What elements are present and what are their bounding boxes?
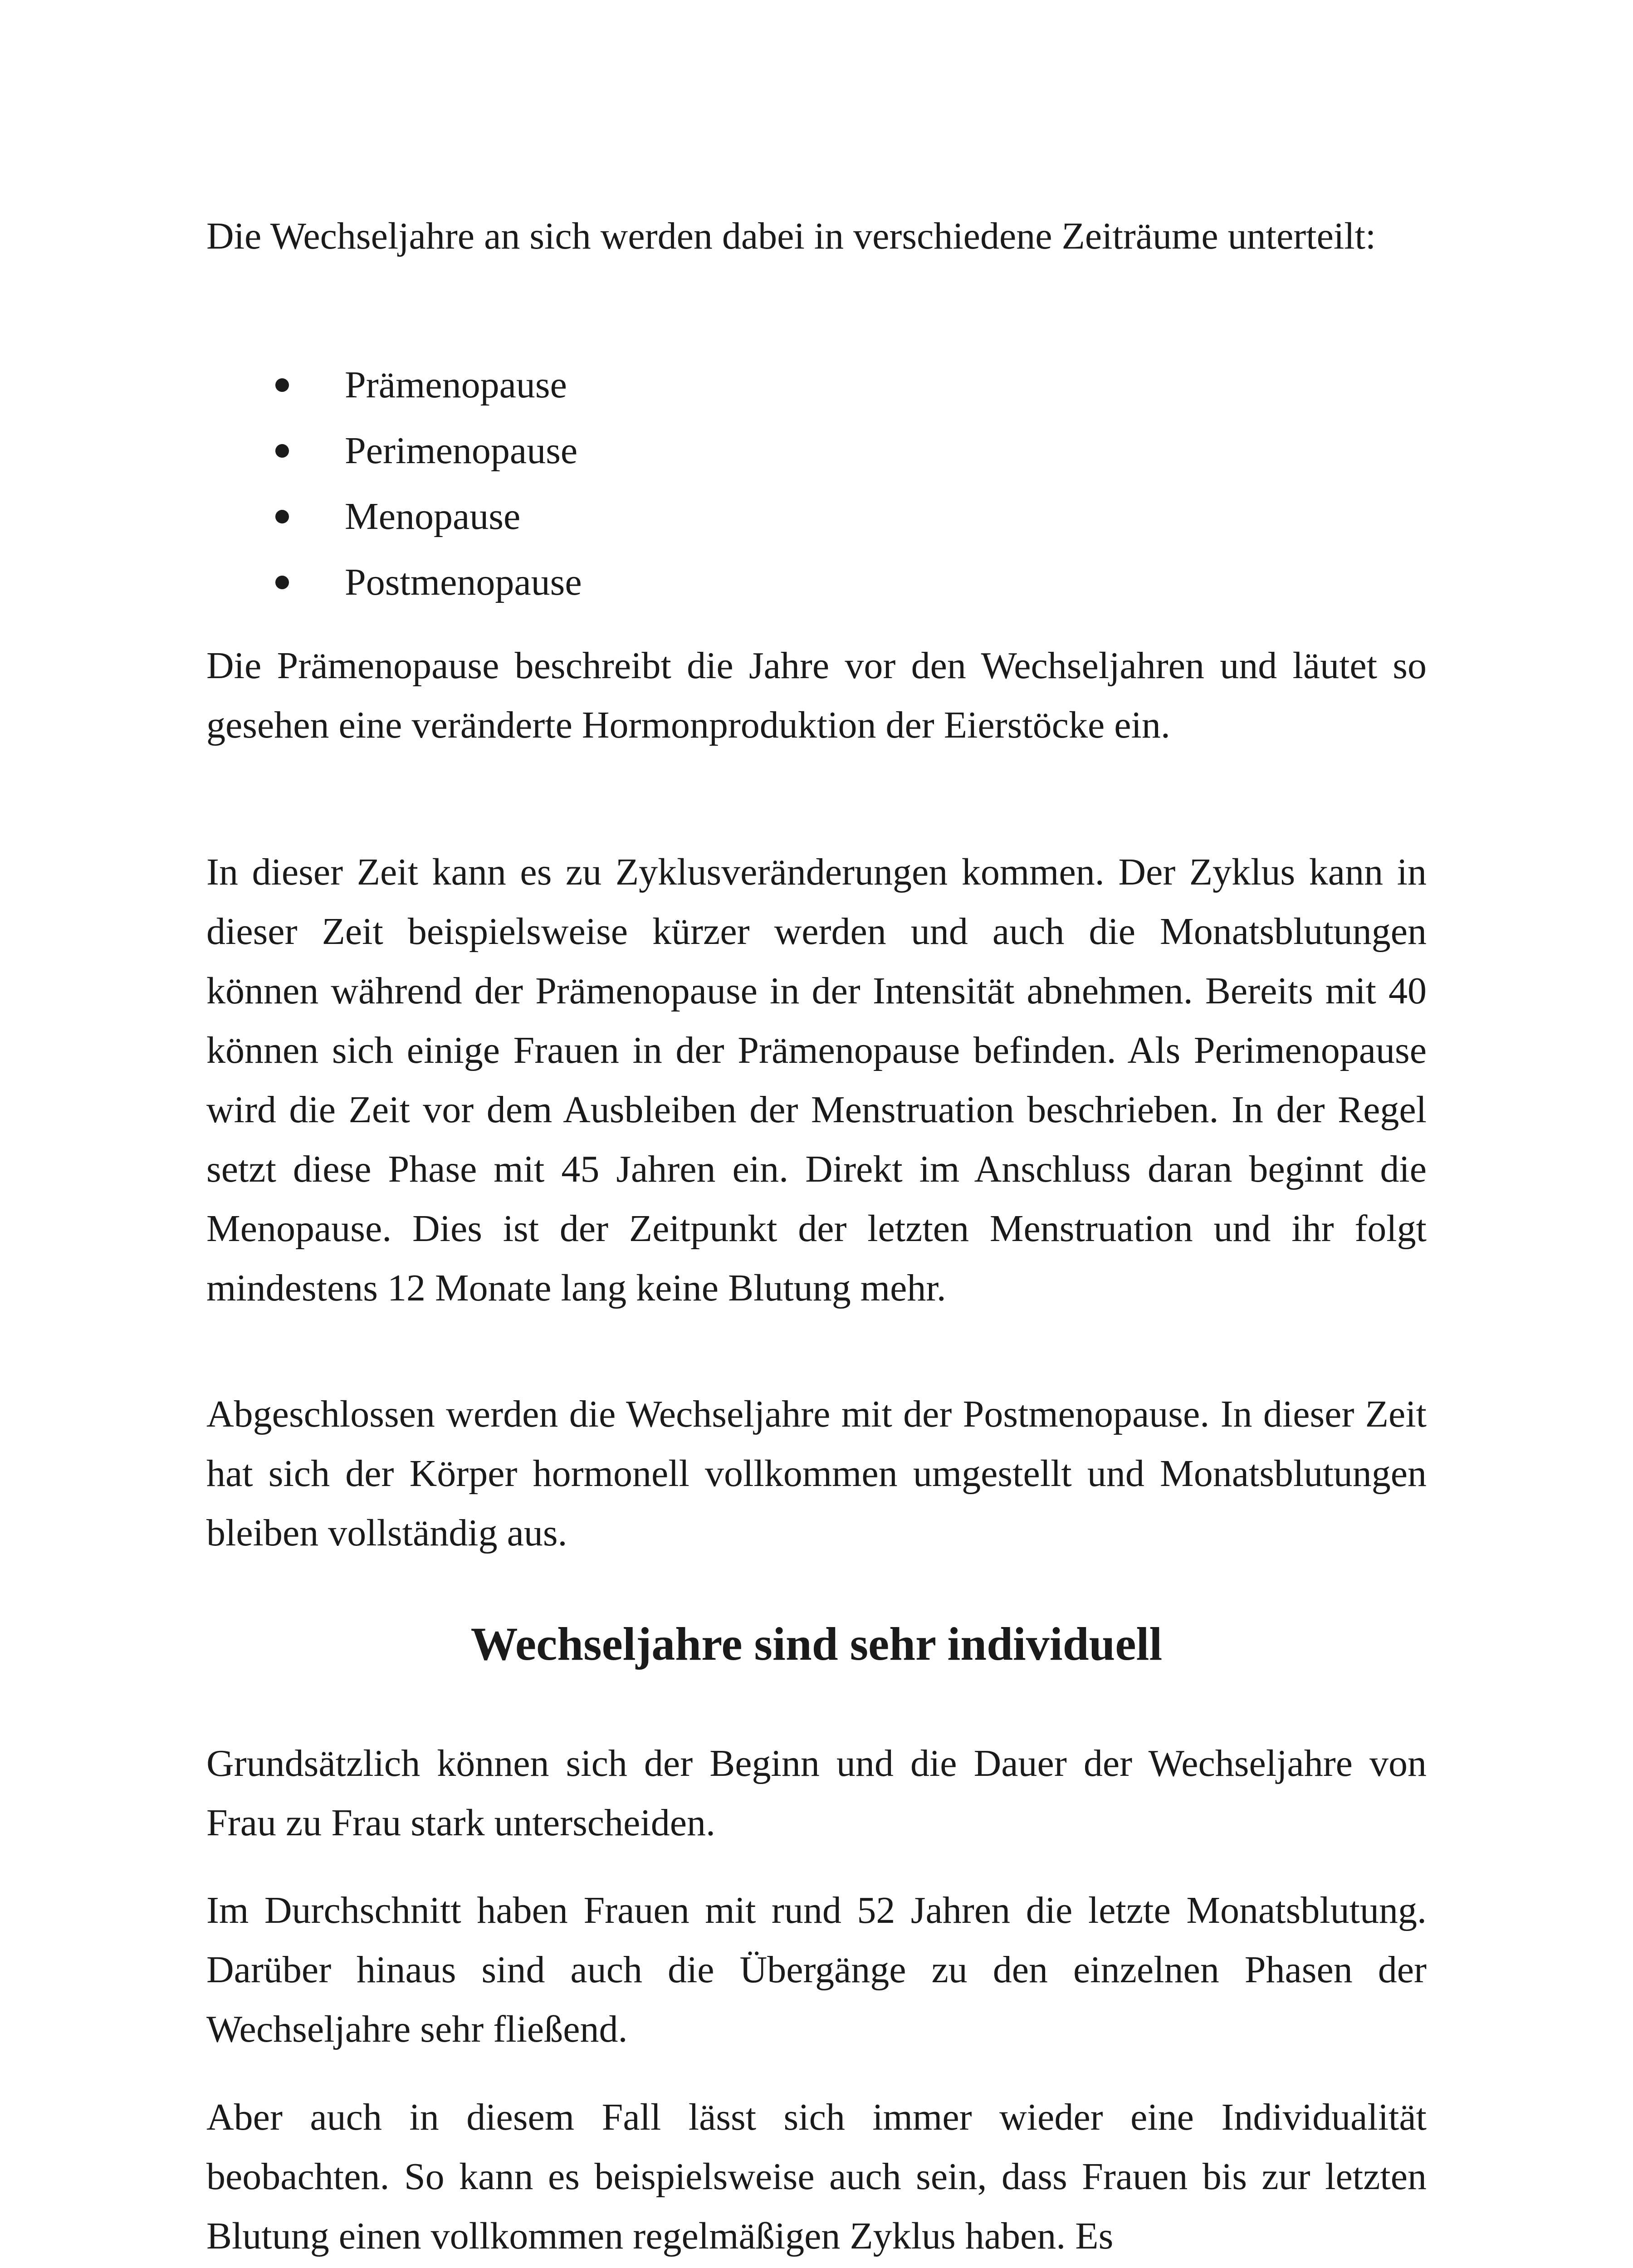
bullet-icon <box>275 444 289 458</box>
list-item-label: Prämenopause <box>345 364 567 406</box>
paragraph-individualitaet: Aber auch in diesem Fall lässt sich immer wieder eine Individualität beobachten. So kann es beispielsweise auch sein, dass Frauen bis zur letzten Blutung einen vollkommen regelmäßigen Zyklus haben. Es <box>206 2096 1427 2257</box>
paragraph-beginn-dauer: Grundsätzlich können sich der Beginn und die Dauer der Wechseljahre von Frau zu Frau stark unterscheiden. <box>206 1742 1427 1844</box>
intro-paragraph: Die Wechseljahre an sich werden dabei in verschiedene Zeiträume unterteilt: <box>206 215 1376 257</box>
section-heading: Wechseljahre sind sehr individuell <box>470 1618 1163 1670</box>
list-item <box>206 484 1427 549</box>
paragraph-praemenopause: Die Prämenopause beschreibt die Jahre vor den Wechseljahren und läutet so gesehen eine veränderte Hormonproduktion der Eierstöcke ein. <box>206 645 1427 746</box>
list-item-label: Postmenopause <box>345 561 582 603</box>
list-item-label: Perimenopause <box>345 430 578 472</box>
phase-list <box>206 352 1427 615</box>
list-item <box>206 352 1427 418</box>
bullet-icon <box>275 576 289 589</box>
list-item <box>206 418 1427 484</box>
paragraph-zyklus: In dieser Zeit kann es zu Zyklusveränderungen kommen. Der Zyklus kann in dieser Zeit beispielsweise kürzer werden und auch die Monatsblutungen können während der Prämenopause in der Intensität abnehmen. Bereits mit 40 können sich einige Frauen in der Prämenopause befinden. Als Perimenopause wird die Zeit vor dem Ausbleiben der Menstruation beschrieben. In der Regel setzt diese Phase mit 45 Jahren ein. Direkt im Anschluss daran beginnt die Menopause. Dies ist der Zeitpunkt der letzten Menstruation und ihr folgt mindestens 12 Monate lang keine Blutung mehr. <box>206 851 1427 1309</box>
list-item-label: Menopause <box>345 495 521 538</box>
bullet-icon <box>275 378 289 392</box>
paragraph-durchschnitt: Im Durchschnitt haben Frauen mit rund 52 Jahren die letzte Monatsblutung. Darüber hinaus sind auch die Übergänge zu den einzelnen Phasen der Wechseljahre sehr fließend. <box>206 1889 1427 2050</box>
paragraph-postmenopause: Abgeschlossen werden die Wechseljahre mit der Postmenopause. In dieser Zeit hat sich der Körper hormonell vollkommen umgestellt und Monatsblutungen bleiben vollständig aus. <box>206 1393 1427 1554</box>
list-item <box>206 549 1427 615</box>
bullet-icon <box>275 510 289 523</box>
